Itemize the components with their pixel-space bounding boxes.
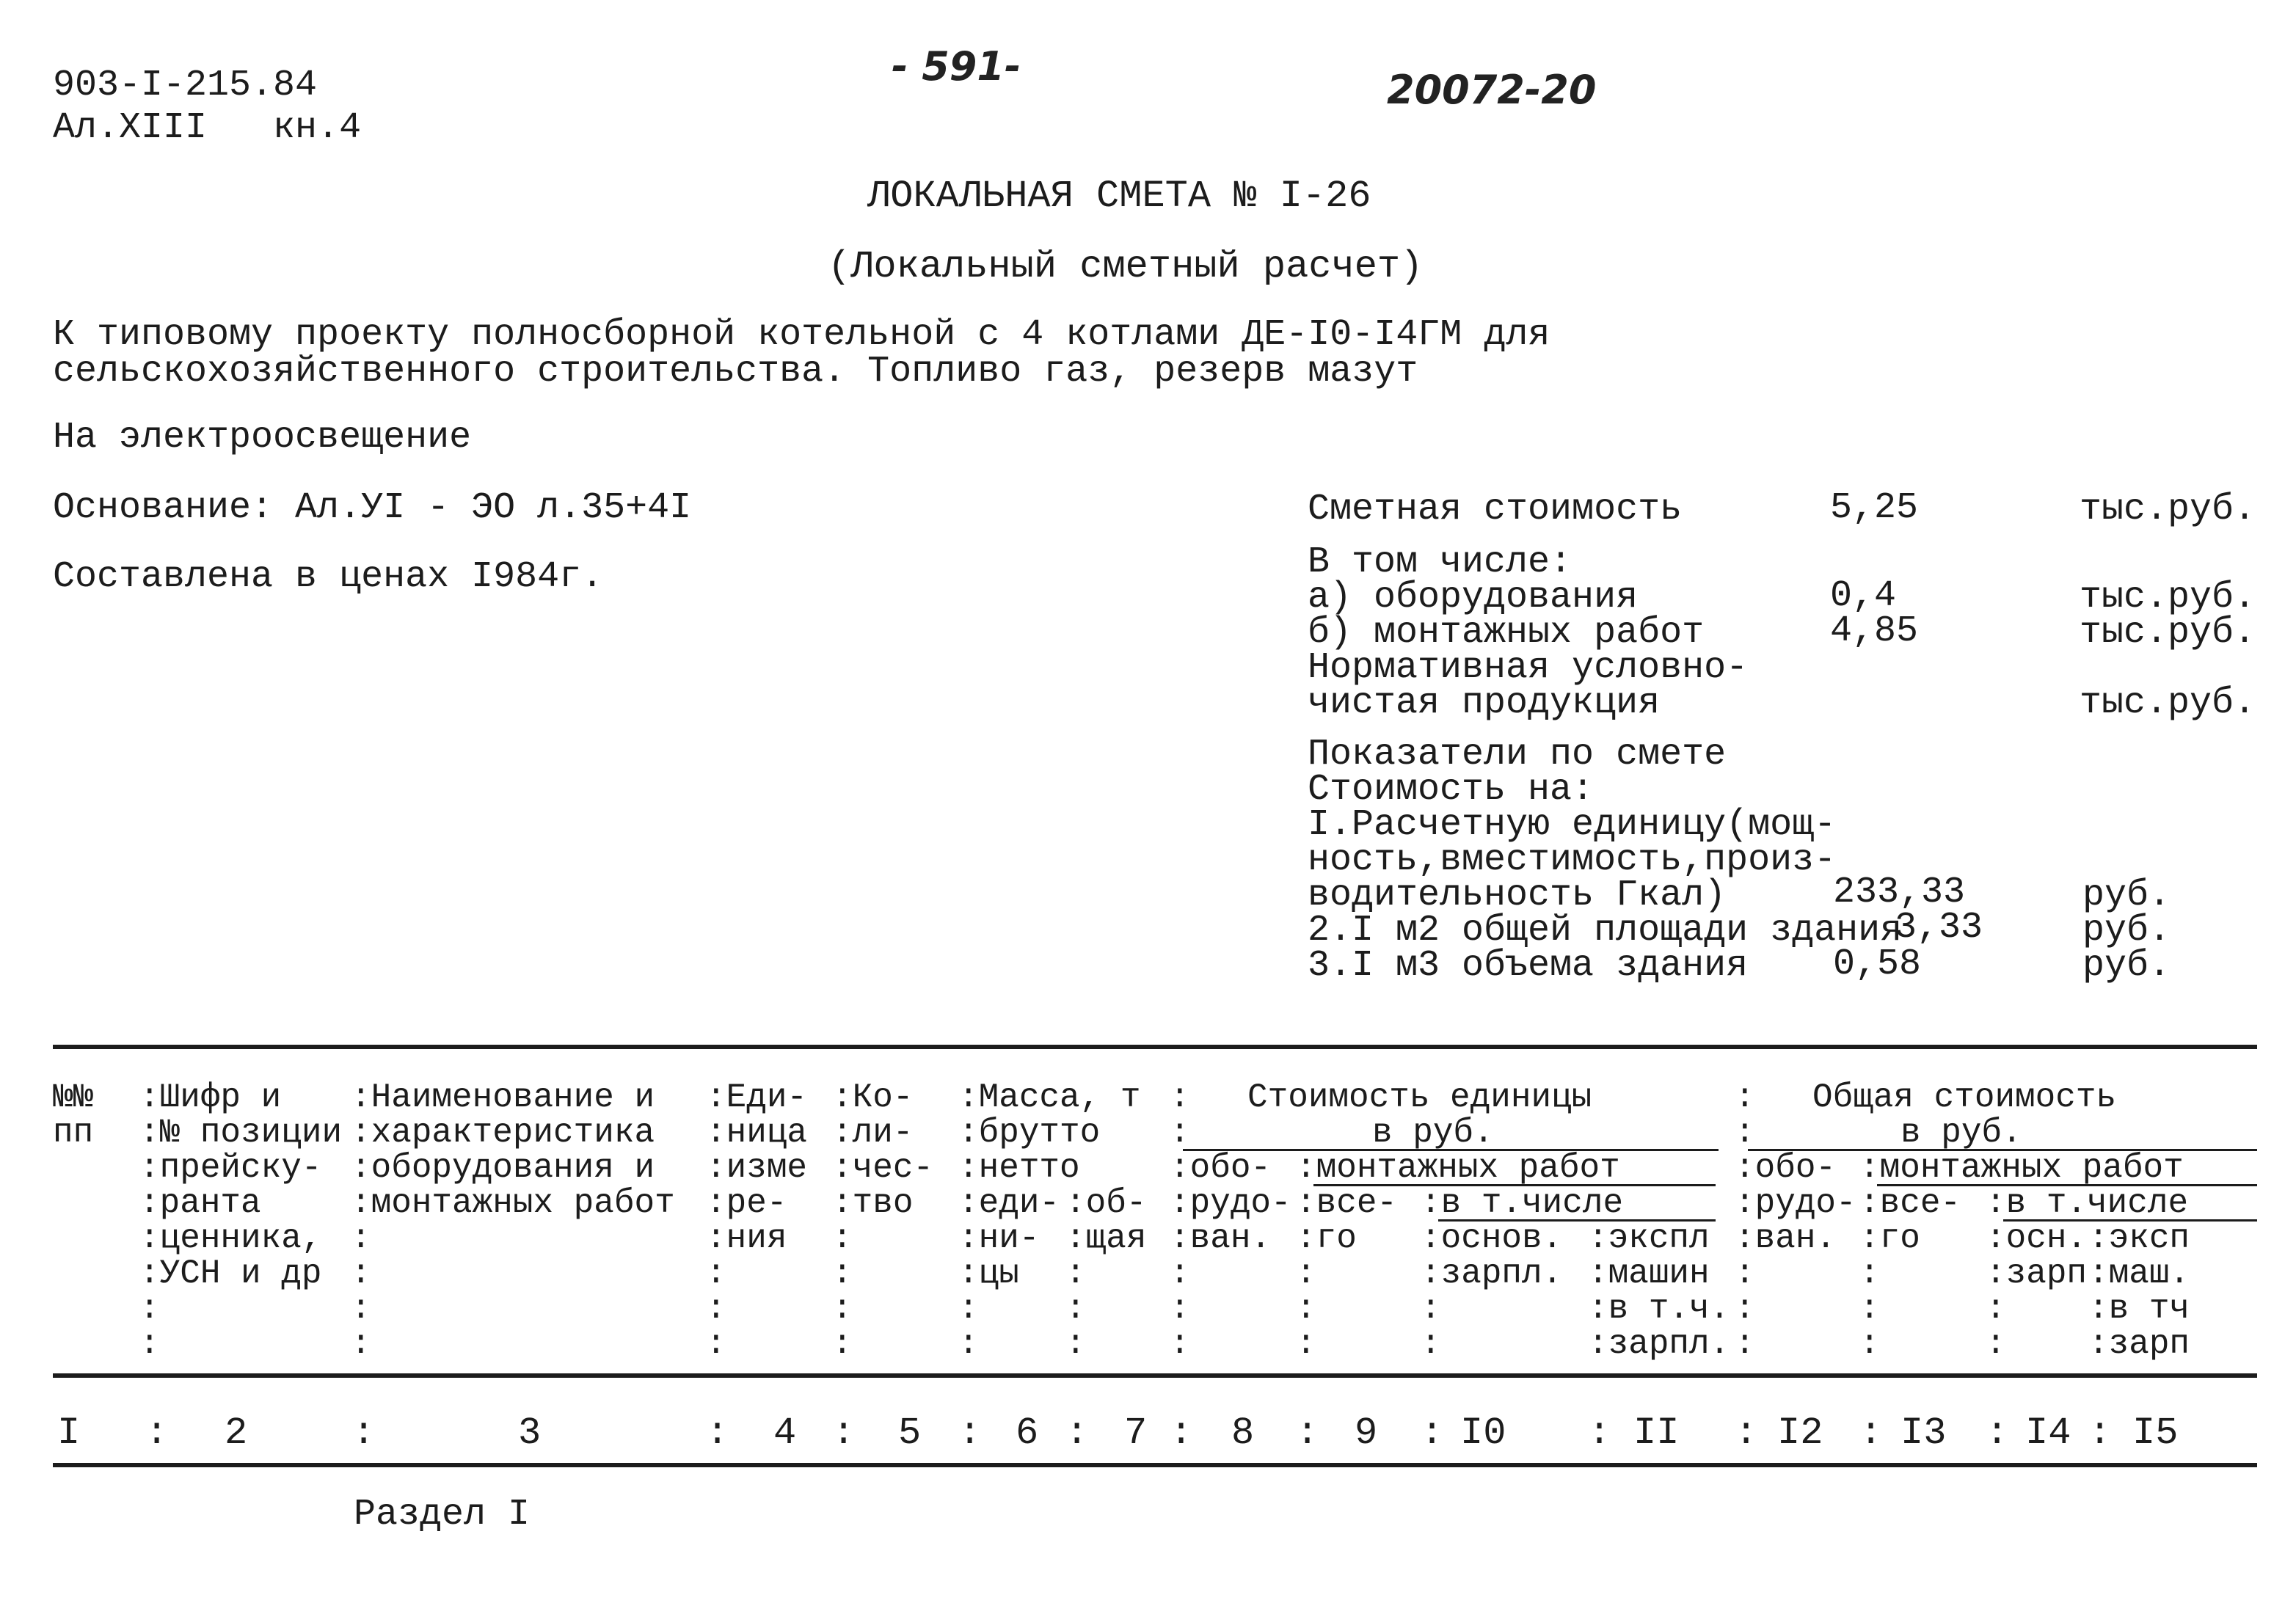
col-8-header: :обо- :рудо- :ван. : : : [1170,1149,1291,1363]
indicator-2-unit: руб. [2082,910,2171,952]
indicator-2-label: 2.I м2 общей площади здания [1308,910,1903,952]
mount-unit: тыс.руб. [2080,612,2256,654]
column-number-separator: : [352,1412,376,1455]
column-number-separator: : [1170,1412,1193,1455]
indicator-1-line-1: I.Расчетную единицу(мощ- [1308,804,1837,846]
album-book: Ал.XIII кн.4 [53,107,362,149]
mount-works-header-2: :монтажных работ [1859,1149,2184,1187]
column-number-8: 8 [1231,1412,1255,1455]
document-number: 20072-20 [1387,67,1597,113]
col-2-header: :Шифр и :№ позиции :прейску- :ранта :ценника, :УСН и др : : [139,1078,343,1363]
intro-line-2: сельскохозяйственного строительства. Топливо газ, резерв мазут [53,351,1418,392]
column-number-14: I4 [2025,1412,2071,1455]
column-number-12: I2 [1777,1412,1823,1455]
column-number-separator: : [2088,1412,2112,1455]
col-separator-8: : [1170,1078,1190,1117]
cost-label: Сметная стоимость [1308,489,1683,530]
mount-label: б) монтажных работ [1308,612,1705,654]
column-number-6: 6 [1016,1412,1039,1455]
page-number: - 591- [892,43,1021,90]
column-number-5: 5 [898,1412,922,1455]
incl-header-2: :в т.числе [1986,1184,2189,1222]
indicator-1-value: 233,33 [1833,872,1966,913]
incl-label: В том числе: [1308,541,1572,583]
column-number-10: I0 [1460,1412,1506,1455]
column-number-1: I [57,1412,81,1455]
column-number-7: 7 [1124,1412,1148,1455]
col-14-header: :осн. :зарп : : [1986,1219,2088,1363]
column-number-2: 2 [225,1412,248,1455]
page-subtitle: (Локальный сметный расчет) [828,245,1424,288]
indicator-3-unit: руб. [2082,945,2171,987]
col-7-header: :об- :щая : : : [1065,1184,1147,1363]
mount-value: 4,85 [1830,610,1919,652]
indicator-1-unit: руб. [2082,874,2171,916]
page-title: ЛОКАЛЬНАЯ СМЕТА № I-26 [867,175,1371,218]
column-number-separator: : [706,1412,729,1455]
col-6-7-header: :Масса, т :брутто :нетто [958,1078,1141,1187]
col-separator-12b: : [1735,1114,1755,1152]
col-15-header: :эксп :маш. :в тч :зарп [2088,1219,2190,1363]
col-5-header: :Ко- :ли- :чес- :тво : : : : [832,1078,934,1363]
column-number-11: II [1633,1412,1680,1455]
indicator-3-label: 3.I м3 объема здания [1308,945,1749,987]
column-number-3: 3 [518,1412,542,1455]
col-3-header: :Наименование и :характеристика :оборудования и :монтажных работ : : : : [351,1078,675,1363]
cost-unit: тыс.руб. [2080,489,2256,530]
column-number-4: 4 [773,1412,797,1455]
cost-value: 5,25 [1830,487,1919,529]
equip-value: 0,4 [1830,575,1897,617]
column-number-separator: : [832,1412,856,1455]
unit-cost-title: Стоимость единицы [1247,1078,1592,1117]
col-13-header: :все- :го : : : [1859,1184,1961,1363]
col-12-header: :обо- :рудо- :ван. : : : [1735,1149,1856,1363]
table-numbers-rule [53,1463,2257,1467]
col-1-header: №№ пп [53,1078,94,1152]
equip-unit: тыс.руб. [2080,577,2256,618]
column-number-9: 9 [1355,1412,1378,1455]
col-9-header: :все- :го : : : [1296,1184,1398,1363]
column-number-13: I3 [1900,1412,1947,1455]
col-11-header: :экспл :машин :в т.ч. :зарпл. [1588,1219,1730,1363]
column-number-15: I5 [2132,1412,2179,1455]
table-top-rule [53,1045,2257,1049]
indicator-3-value: 0,58 [1833,943,1922,985]
table-header-rule [53,1373,2257,1378]
column-number-separator: : [1735,1412,1758,1455]
indicators-cost-on: Стоимость на: [1308,769,1595,811]
unit-cost-subtitle: в руб. [1372,1114,1494,1152]
total-cost-title: Общая стоимость [1812,1078,2117,1117]
basis: Основание: Ал.УI - ЭО л.35+4I [53,487,692,529]
col-10-header: :основ. :зарпл. : : [1421,1219,1563,1363]
intro-line-1: К типовому проекту полносборной котельной с 4 котлами ДЕ-I0-I4ГМ для [53,314,1550,356]
price-level: Составлена в ценах I984г. [53,556,604,598]
norm-label-1: Нормативная условно- [1308,647,1749,689]
col-4-header: :Еди- :ница :изме :ре- :ния : : : [706,1078,808,1363]
indicator-1-line-3: водительность Гкал) [1308,874,1727,916]
norm-unit: тыс.руб. [2080,682,2256,724]
norm-label-2: чистая продукция [1308,682,1661,724]
total-cost-subtitle: в руб. [1900,1114,2022,1152]
section-title: Раздел I [354,1494,531,1536]
col-separator-8b: : [1170,1114,1190,1152]
column-number-separator: : [1986,1412,2009,1455]
project-code: 903-I-215.84 [53,65,318,106]
column-number-separator: : [1421,1412,1444,1455]
column-number-separator: : [1296,1412,1319,1455]
column-number-separator: : [958,1412,982,1455]
column-number-separator: : [1588,1412,1611,1455]
mount-works-header: :монтажных работ [1296,1149,1620,1187]
column-number-separator: : [145,1412,169,1455]
indicator-2-value: 3,33 [1895,907,1983,949]
col-6-header: :еди- :ни- :цы : : [958,1184,1060,1363]
purpose: На электроосвещение [53,417,472,459]
col-separator-12: : [1735,1078,1755,1117]
indicators-title: Показатели по смете [1308,734,1727,775]
column-number-separator: : [1065,1412,1089,1455]
indicator-1-line-2: ность,вместимость,произ- [1308,839,1837,881]
incl-header: :в т.числе [1421,1184,1624,1222]
equip-label: а) оборудования [1308,577,1639,618]
column-number-separator: : [1859,1412,1883,1455]
